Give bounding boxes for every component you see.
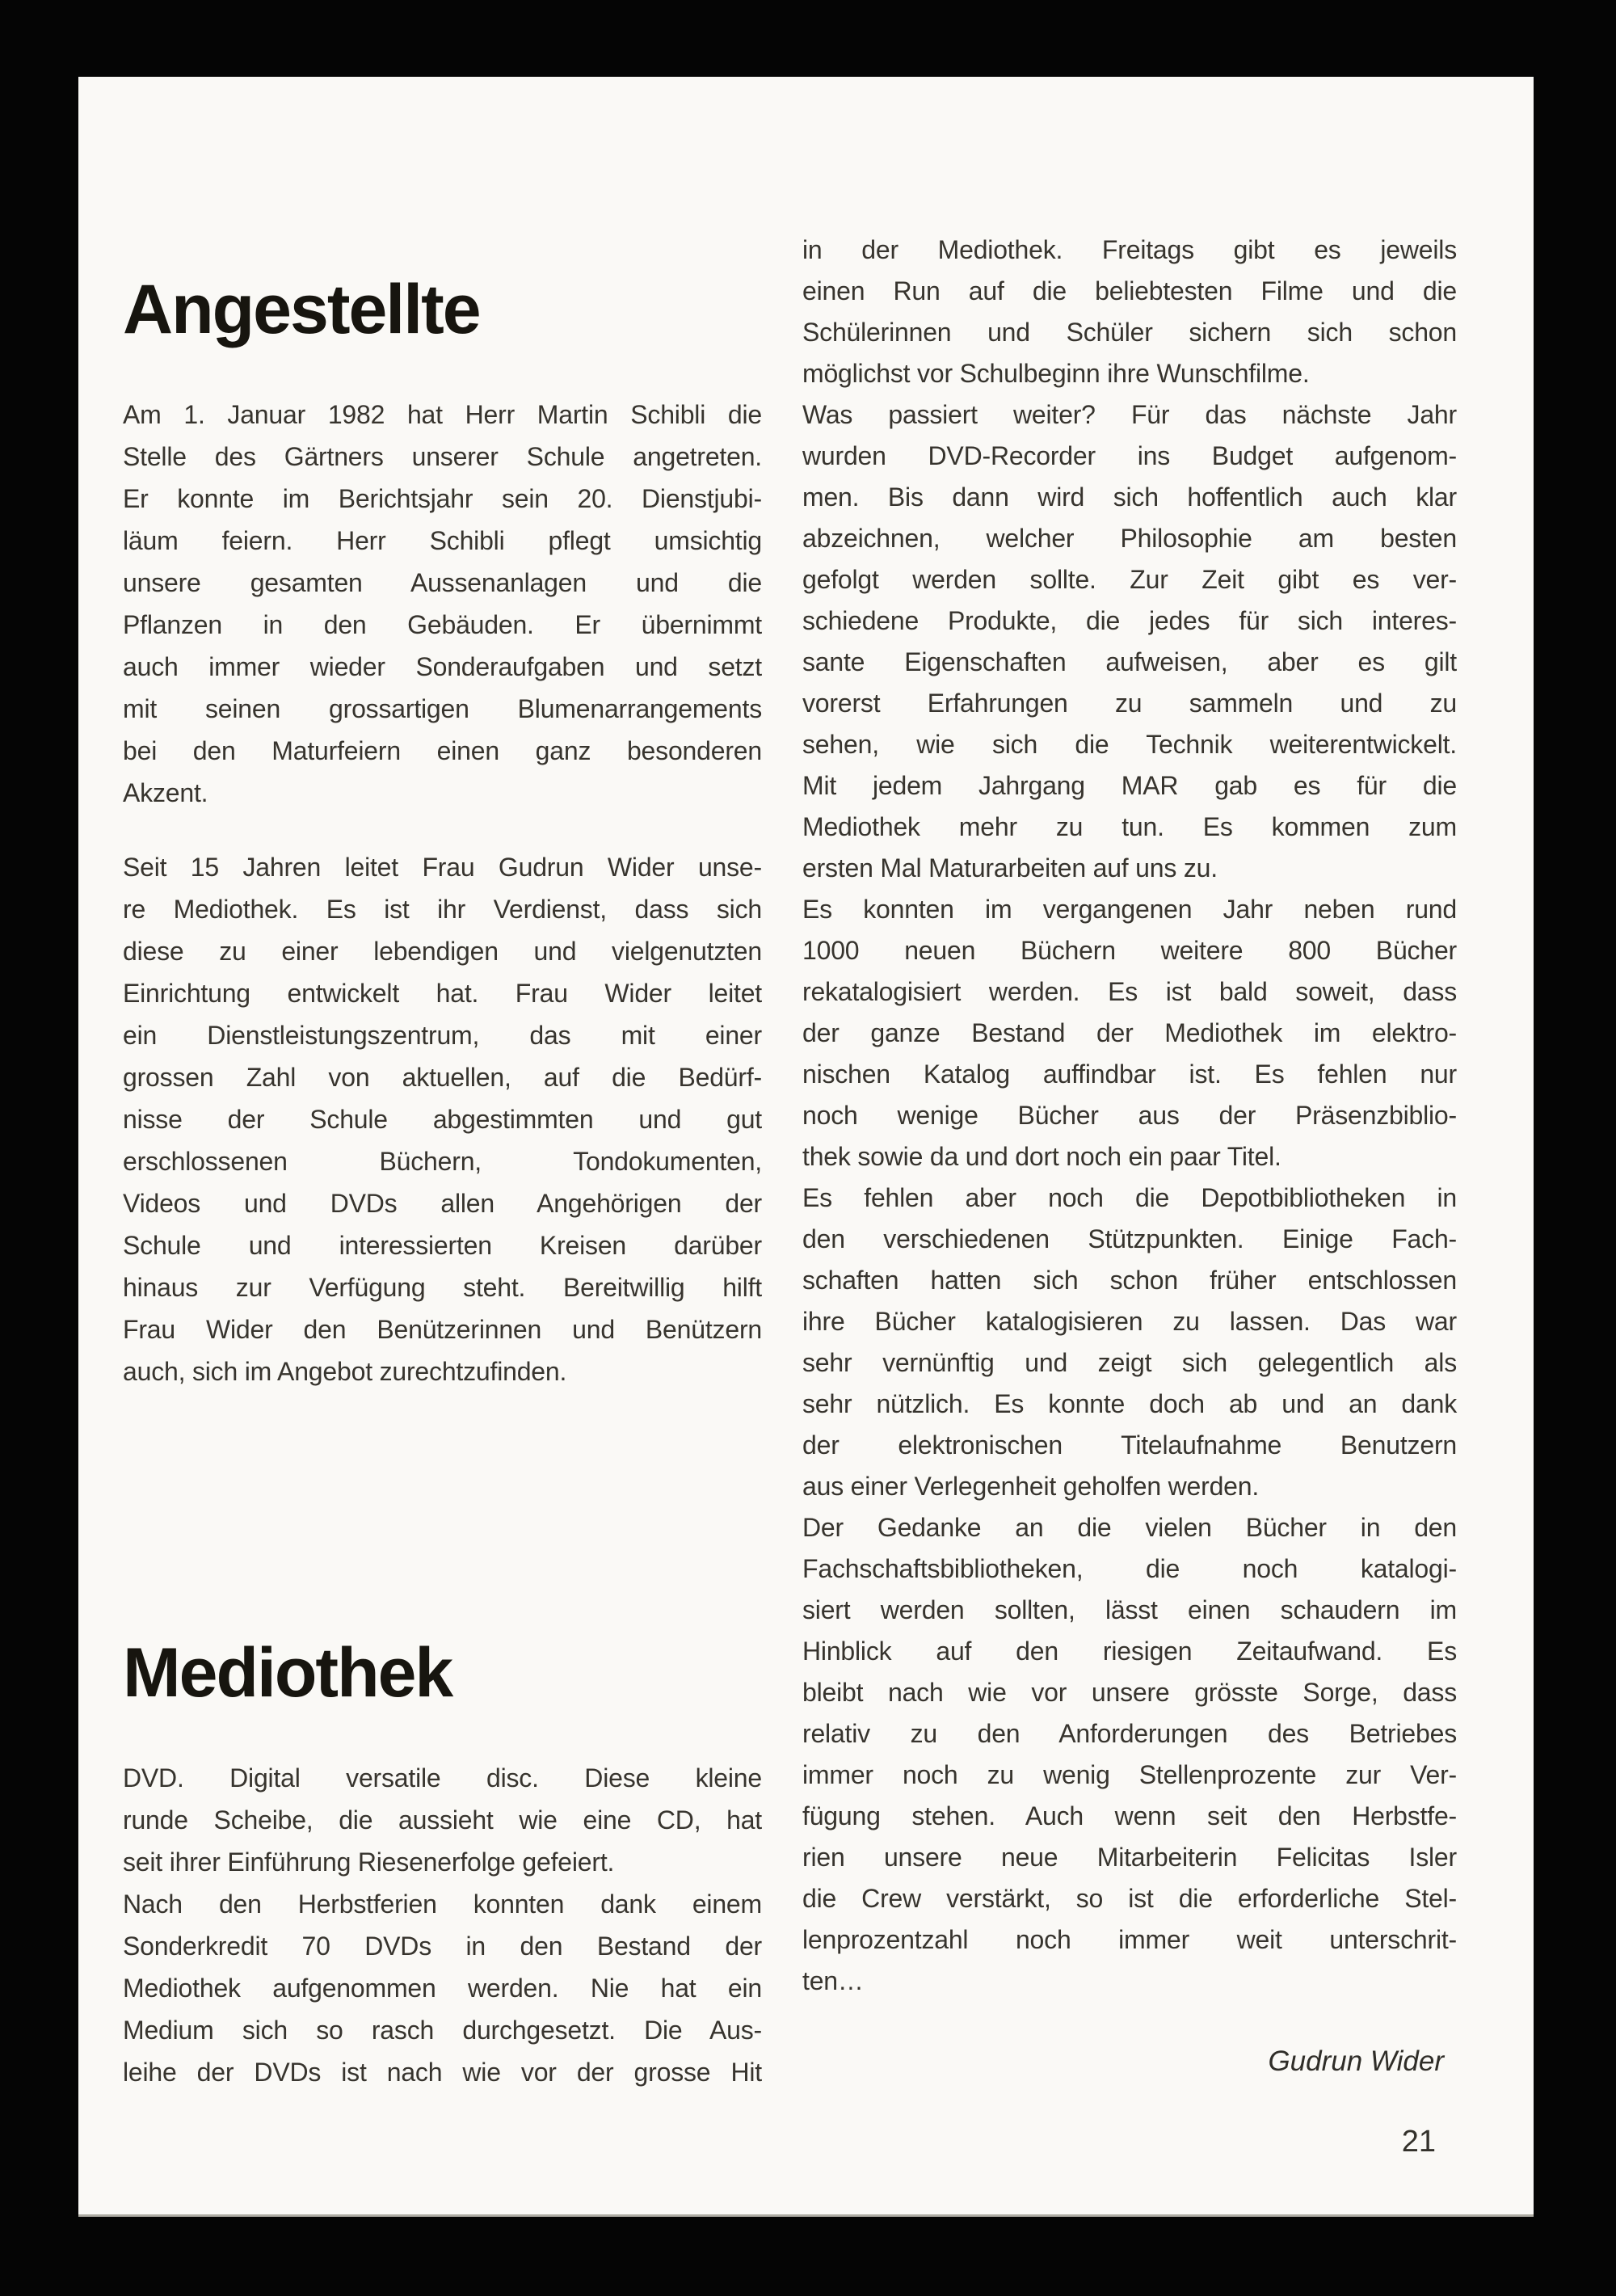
author-signature: Gudrun Wider <box>1268 2045 1444 2077</box>
text-line: ersten Mal Maturarbeiten auf uns zu. <box>802 853 1218 883</box>
text-line: immer noch zu wenig Stellenprozente zur Ver- <box>802 1760 1457 1789</box>
book-page <box>78 77 1534 2217</box>
text-line: Mit jedem Jahrgang MAR gab es für die <box>802 771 1457 800</box>
text-line: re Mediothek. Es ist ihr Verdienst, dass sich <box>123 895 762 924</box>
text-line: erschlossenen Büchern, Tondokumenten, <box>123 1147 762 1176</box>
section-heading-employees: Angestellte <box>123 270 480 348</box>
text-line: Fachschaftsbibliotheken, die noch katalogi- <box>802 1554 1457 1583</box>
text-line: möglichst vor Schulbeginn ihre Wunschfilme. <box>802 359 1310 388</box>
text-line: bleibt nach wie vor unsere grösste Sorge, dass <box>802 1678 1457 1707</box>
section-heading-library: Mediothek <box>123 1633 452 1712</box>
text-line: men. Bis dann wird sich hoffentlich auch klar <box>802 482 1457 512</box>
page-number: 21 <box>1401 2125 1436 2159</box>
text-line: in der Mediothek. Freitags gibt es jeweils <box>802 235 1457 264</box>
text-line: schiedene Produkte, die jedes für sich interes- <box>802 606 1457 635</box>
text-line: unsere gesamten Aussenanlagen und die <box>123 568 762 597</box>
text-line: schaften hatten sich schon früher entschlossen <box>802 1266 1457 1295</box>
text-line: Mediothek aufgenommen werden. Nie hat ein <box>123 1974 762 2003</box>
text-line: seit ihrer Einführung Riesenerfolge gefeiert. <box>123 1847 615 1877</box>
text-line: rien unsere neue Mitarbeiterin Felicitas Isler <box>802 1843 1457 1872</box>
text-line: Seit 15 Jahren leitet Frau Gudrun Wider unse- <box>123 853 762 882</box>
text-line: Der Gedanke an die vielen Bücher in den <box>802 1513 1457 1542</box>
paragraph-employees-2 <box>123 846 762 1392</box>
text-line: Sonderkredit 70 DVDs in den Bestand der <box>123 1932 762 1961</box>
text-line: läum feiern. Herr Schibli pflegt umsichtig <box>123 526 762 555</box>
text-line: Frau Wider den Benützerinnen und Benützern <box>123 1315 762 1344</box>
text-line: Videos und DVDs allen Angehörigen der <box>123 1189 762 1218</box>
text-line: nischen Katalog auffindbar ist. Es fehlen nur <box>802 1060 1457 1089</box>
text-line: Mediothek mehr zu tun. Es kommen zum <box>802 812 1457 841</box>
text-line: DVD. Digital versatile disc. Diese kleine <box>123 1763 762 1793</box>
text-line: auch immer wieder Sonderaufgaben und setzt <box>123 652 762 681</box>
text-line: hinaus zur Verfügung steht. Bereitwillig hilft <box>123 1273 762 1302</box>
text-line: runde Scheibe, die aussieht wie eine CD, hat <box>123 1805 762 1835</box>
text-line: relativ zu den Anforderungen des Betriebes <box>802 1719 1457 1748</box>
text-line: thek sowie da und dort noch ein paar Titel. <box>802 1142 1281 1171</box>
text-line: vorerst Erfahrungen zu sammeln und zu <box>802 689 1457 718</box>
text-line: Hinblick auf den riesigen Zeitaufwand. Es <box>802 1637 1457 1666</box>
text-line: Stelle des Gärtners unserer Schule angetreten. <box>123 442 762 471</box>
text-line: sehr nützlich. Es konnte doch ab und an dank <box>802 1389 1457 1418</box>
paragraph-library-1 <box>123 1757 762 2093</box>
text-line: Medium sich so rasch durchgesetzt. Die Aus- <box>123 2016 762 2045</box>
text-line: sehen, wie sich die Technik weiterentwickelt. <box>802 730 1457 759</box>
text-line: ein Dienstleistungszentrum, das mit einer <box>123 1021 762 1050</box>
text-line: der elektronischen Titelaufnahme Benutzern <box>802 1430 1457 1460</box>
text-line: Schülerinnen und Schüler sichern sich schon <box>802 318 1457 347</box>
text-line: nisse der Schule abgestimmten und gut <box>123 1105 762 1134</box>
text-line: auch, sich im Angebot zurechtzufinden. <box>123 1357 567 1386</box>
text-line: ten… <box>802 1966 864 1995</box>
text-line: abzeichnen, welcher Philosophie am besten <box>802 524 1457 553</box>
text-line: aus einer Verlegenheit geholfen werden. <box>802 1472 1260 1501</box>
right-column-text <box>802 230 1457 2002</box>
text-line: Pflanzen in den Gebäuden. Er übernimmt <box>123 610 762 639</box>
text-line: Es konnten im vergangenen Jahr neben rund <box>802 895 1457 924</box>
text-line: rekatalogisiert werden. Es ist bald soweit, dass <box>802 977 1457 1006</box>
text-line: diese zu einer lebendigen und vielgenutzten <box>123 937 762 966</box>
text-line: Er konnte im Berichtsjahr sein 20. Dienstjubi- <box>123 484 762 513</box>
text-line: sante Eigenschaften aufweisen, aber es gilt <box>802 647 1457 676</box>
text-line: grossen Zahl von aktuellen, auf die Bedürf- <box>123 1063 762 1092</box>
text-line: bei den Maturfeiern einen ganz besonderen <box>123 736 762 765</box>
text-line: siert werden sollten, lässt einen schaudern im <box>802 1595 1457 1624</box>
text-line: leihe der DVDs ist nach wie vor der grosse Hit <box>123 2058 762 2087</box>
text-line: Akzent. <box>123 778 208 807</box>
text-line: gefolgt werden sollte. Zur Zeit gibt es ver- <box>802 565 1457 594</box>
text-line: Am 1. Januar 1982 hat Herr Martin Schibli die <box>123 400 762 429</box>
text-line: fügung stehen. Auch wenn seit den Herbstfe- <box>802 1801 1457 1830</box>
text-line: den verschiedenen Stützpunkten. Einige Fach- <box>802 1224 1457 1253</box>
paragraph-employees-1 <box>123 394 762 814</box>
text-line: sehr vernünftig und zeigt sich gelegentlich als <box>802 1348 1457 1377</box>
text-line: die Crew verstärkt, so ist die erforderliche Stel- <box>802 1884 1457 1913</box>
text-line: noch wenige Bücher aus der Präsenzbiblio- <box>802 1101 1457 1130</box>
text-line: Schule und interessierten Kreisen darüber <box>123 1231 762 1260</box>
text-line: einen Run auf die beliebtesten Filme und die <box>802 276 1457 305</box>
text-line: der ganze Bestand der Mediothek im elektro- <box>802 1018 1457 1047</box>
text-line: lenprozentzahl noch immer weit unterschrit- <box>802 1925 1457 1954</box>
text-line: wurden DVD-Recorder ins Budget aufgenom- <box>802 441 1457 470</box>
text-line: 1000 neuen Büchern weitere 800 Bücher <box>802 936 1457 965</box>
text-line: Nach den Herbstferien konnten dank einem <box>123 1889 762 1919</box>
text-line: Einrichtung entwickelt hat. Frau Wider leitet <box>123 979 762 1008</box>
text-line: Was passiert weiter? Für das nächste Jahr <box>802 400 1457 429</box>
text-line: mit seinen grossartigen Blumenarrangements <box>123 694 762 723</box>
text-line: Es fehlen aber noch die Depotbibliotheken in <box>802 1183 1457 1212</box>
text-line: ihre Bücher katalogisieren zu lassen. Das war <box>802 1307 1457 1336</box>
